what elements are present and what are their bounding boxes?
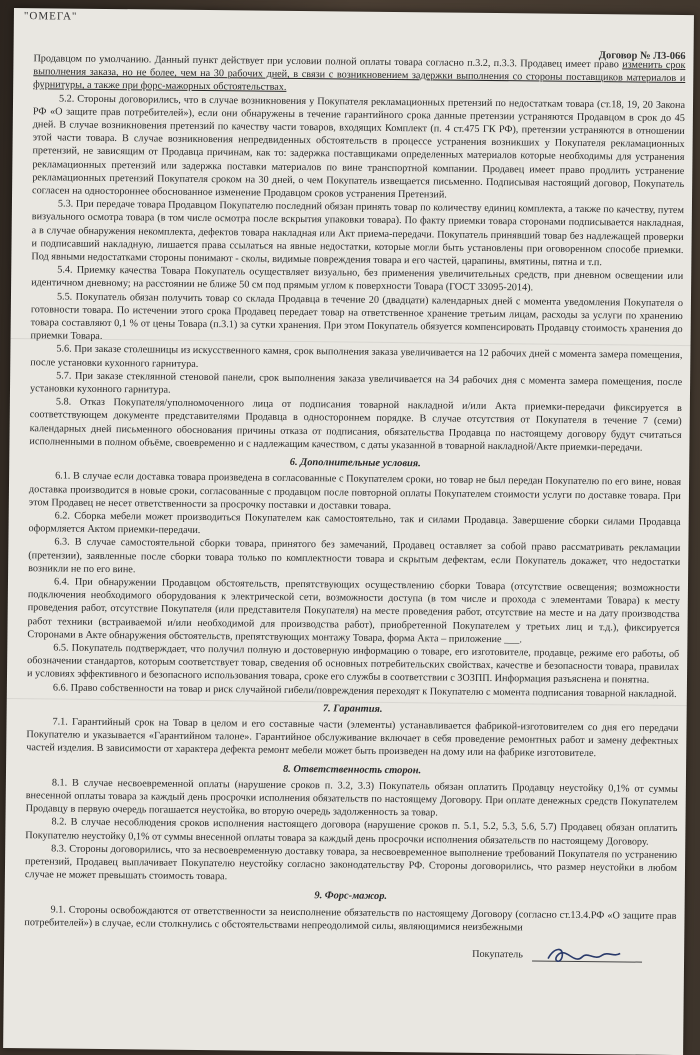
clause-5-6: 5.6. При заказе столешницы из искусственного камня, срок выполнения заказа увеличивается на 12 рабочих дней с момента замера помещения, после установки кухонного гарнитура.	[30, 343, 683, 370]
section-6-title: 6. Дополнительные условия.	[289, 457, 421, 470]
section-7-title: 7. Гарантия.	[322, 703, 383, 715]
clause-6-2: 6.2. Сборка мебели может производиться Покупателем как самостоятельно, так и силами Продавца. Завершение сборки силами Продавца оформляется Актом приемки-передачи.	[28, 510, 681, 537]
clause-5-7: 5.7. При заказе стеклянной стеновой панели, срок выполнения заказа увеличивается на 34 рабочих дня с момента замера помещения, после установки кухонного гарнитура.	[29, 370, 683, 396]
company-name: "ОМЕГА"	[23, 10, 78, 23]
clause-9-1: 9.1. Стороны освобождаются от ответственности за неисполнение обязательств по настоящему Договору (согласно ст.13.4.РФ «О защите прав потребителей») в случае, если столкнулись с обстоятельствами непреодолимой силы, являющимися неизбежными	[24, 904, 677, 934]
clause-6-6: 6.6. Право собственности на товар и риск случайной гибели/повреждения переходят к Покупателю с момента подписания товарной накладной.	[52, 681, 677, 700]
clause-7-1: 7.1. Гарантийный срок на Товар в целом и его составные части (элементы) устанавливается фабрикой-изготовителем со дня его передачи Покупателю и указывается «Гарантийном талоне». Гарантийное обслуживание включает в себя проведение ремонтных работ и замену дефектных частей изделия. В зависимости от характера дефекта ремонт мебели может быть произведен на дому или на фабрике изготовителе.	[26, 716, 679, 760]
clause-6-4: 6.4. При обнаружении Продавцом обстоятельств, препятствующих осуществлению сборки Товара (отсутствие освещения; возможности подключения необходимого оборудования к электрической сети, возможности доступа (в том числе и прохода с элементами Товара) к месту проведения работ, отсутствие Покупателя (или представителя Покупателя) на месте проведения работ, отсутствие на месте и на дату производства работ техники (встраиваемой и/или необходимой для производства работ), приобретенной Покупателем у третьих лиц и т.д.), фиксируется Сторонами в Акте обнаружения обстоятельств, препятствующих монтажу Товара, форма Акта – приложение ___.	[27, 576, 681, 646]
intro-line-1: Продавцом по умолчанию. Данный пункт действует при условии полной оплаты товара согласно п.3.2, п.3.3. Продавец имеет право	[33, 53, 619, 71]
clause-5-5: 5.5. Покупатель обязан получить товар со склада Продавца в течение 20 (двадцати) календарных дней с момента уведомления Покупателя о готовности товара. По истечении этого срока Продавец передает товар на ответственное хранение третьим лицам, расходы за услуги по хранению товара составляют 0,1 % от цены Товара (п.3.1) за сутки хранения. При этом Покупатель обязуется компенсировать Продавцу стоимость хранения до приемки Товара.	[30, 291, 684, 343]
clause-6-1: 6.1. В случае если доставка товара произведена в согласованные с Покупателем сроки, но товар не был передан Покупателю по его вине, новая доставка производится в новые сроки, согласованные с продавцом после повторной оплаты Покупателем стоимости услуги по доставке товара. При этом Продавец не несет ответственности за просрочку поставки и доставки товара.	[28, 470, 682, 512]
contract-body	[24, 52, 685, 968]
handwritten-signature	[544, 943, 624, 968]
clause-8-2: 8.2. В случае несоблюдения сроков исполнения настоящего договора (нарушение сроков п. 5.1, 5.2, 5.3, 5.6, 5.7) Продавец обязан оплатить Покупателю неустойку 0,1% от суммы внесенной оплаты товара за каждый день просрочки исполнения обязательств по настоящему Договору.	[25, 816, 678, 848]
clause-8-3: 8.3. Стороны договорились, что за несвоевременную доставку товара, за несвоевременное выполнение требований Покупателя по устранению претензий, Продавец выплачивает Покупателю неустойку согласно законодательству РФ. Стороны договорились, что размер неустойки в любом случае не может превышать стоимость товара.	[24, 843, 678, 883]
contract-number: Договор № Л3-066	[598, 50, 686, 63]
section-8-title: 8. Ответственность сторон.	[282, 763, 422, 776]
signature-label: Покупатель	[472, 948, 523, 961]
clause-6-3: 6.3. В случае самостоятельной сборки товара, принятого без замечаний, Продавец оставляет за собой право рассматривать рекламации (претензии), заявленные после сборки товара только по комплектности товара и скрытым дефектам, если Покупатель докажет, что недостатки возникли не по его вине.	[28, 536, 681, 576]
clause-5-2: 5.2. Стороны договорились, что в случае возникновения у Покупателя рекламационных претензий по недостаткам товара (ст.18, 19, 20 Закона РФ «О защите прав потребителей»), если они обнаружены в течение гарантийного срока данные претензии устраняются Продавцом в срок до 45 дней. В случае возникновения претензий по качеству части товаров, входящих Комплект (п. 4 ст.475 ГК РФ), претензии устраняются в отношении этой части товара. В случае возникновения непредвиденных обстоятельств в процессе устранения возникших у Покупателя рекламационных претензий, не зависящим от Продавца причинам, как то: задержка поставщиками определенных материалов которые необходимы для устранения рекламационных претензий или задержка поставки материалов по вине транспортной компании. Продавец имеет право продлить устранение рекламационных претензий Покупателя сроком на 30 дней, о чем Покупатель извещается письменно. Подписывая настоящий договор, Покупатель согласен на одностороннее обоснованное изменение Продавцом сроков устранения Претензий.	[32, 93, 686, 201]
clause-6-5: 6.5. Покупатель подтверждает, что получил полную и достоверную информацию о товаре, его изготовителе, продавце, режиме его работы, об обозначении стандартов, которым соответствует товар, сведения об основных потребительских свойствах, качестве и безопасности товара, правилах и условиях эффективного и безопасного использования товара, сроке его службы в соответствии с ЗОЗПП. Информация разъяснена и понятна.	[26, 642, 680, 687]
clause-5-8: 5.8. Отказ Покупателя/уполномоченного лица от подписания товарной накладной и/или Акта приемки-передачи фиксируется в соответствующем документе представителями Продавца в одностороннем порядке. В случае отсутствия от Покупателя в течение 7 (семи) календарных дней письменного обоснования причины отказа от подписания, обязательства Продавца по настоящему договору будут считаться исполненными в полном объёме, своевременно и с надлежащим качеством, с даты указанной в товарной накладной/Акте приемки-передачи.	[29, 396, 682, 454]
clause-5-3: 5.3. При передаче товара Продавцом Покупателю последний обязан принять товар по количеству единиц комплекта, а также по качеству, путем визуального осмотра товара (в том числе осмотра после вскрытия упаковки товара). По факту приемки товара сторонами подписывается накладная, а в случае обнаружения некомплекта, дефектов товара накладная или Акт приема-передачи. Покупатель принявший товар без надлежащей проверки и подписавший накладную, лишается права ссылаться на явные недостатки, которые могли быть установлены при оговоренном способе приемки. Под явными недостатками стороны понимают - сколы, видимые повреждения товара и его частей, царапины, вмятины, пятна и т.п.	[31, 198, 684, 269]
intro-line-2: изменить срок выполнения заказа, но не более, чем на 30 рабочих дней, в связи с возникновением задержки выполнения со стороны поставщиков материалов и фурнитуры, а также при форс-мажорных обстоятельствах.	[33, 59, 686, 94]
clause-8-1: 8.1. В случае несвоевременной оплаты (нарушение сроков п. 3.2, 3.3) Покупатель обязан оплатить Продавцу неустойку 0,1% от суммы внесенной оплаты товара за каждый день просрочки исполнения обязательств по настоящему Договору. При оплате денежных средств Покупателем Продавцу в первую очередь погашается неустойка, во вторую очередь задолженность за товар.	[25, 777, 678, 819]
intro-paragraph	[33, 52, 685, 98]
contract-page	[3, 8, 694, 1055]
clause-5-4: 5.4. Приемку качества Товара Покупатель осуществляет визуально, без применения увеличительных средств, при дневном освещении или идентичном дневному; на расстоянии не ближе 50 см под прямым углом к поверхности Товара (ГОСТ 33095-2014).	[31, 264, 684, 294]
signature-block	[24, 937, 676, 968]
section-9-title: 9. Форс-мажор.	[314, 890, 388, 903]
